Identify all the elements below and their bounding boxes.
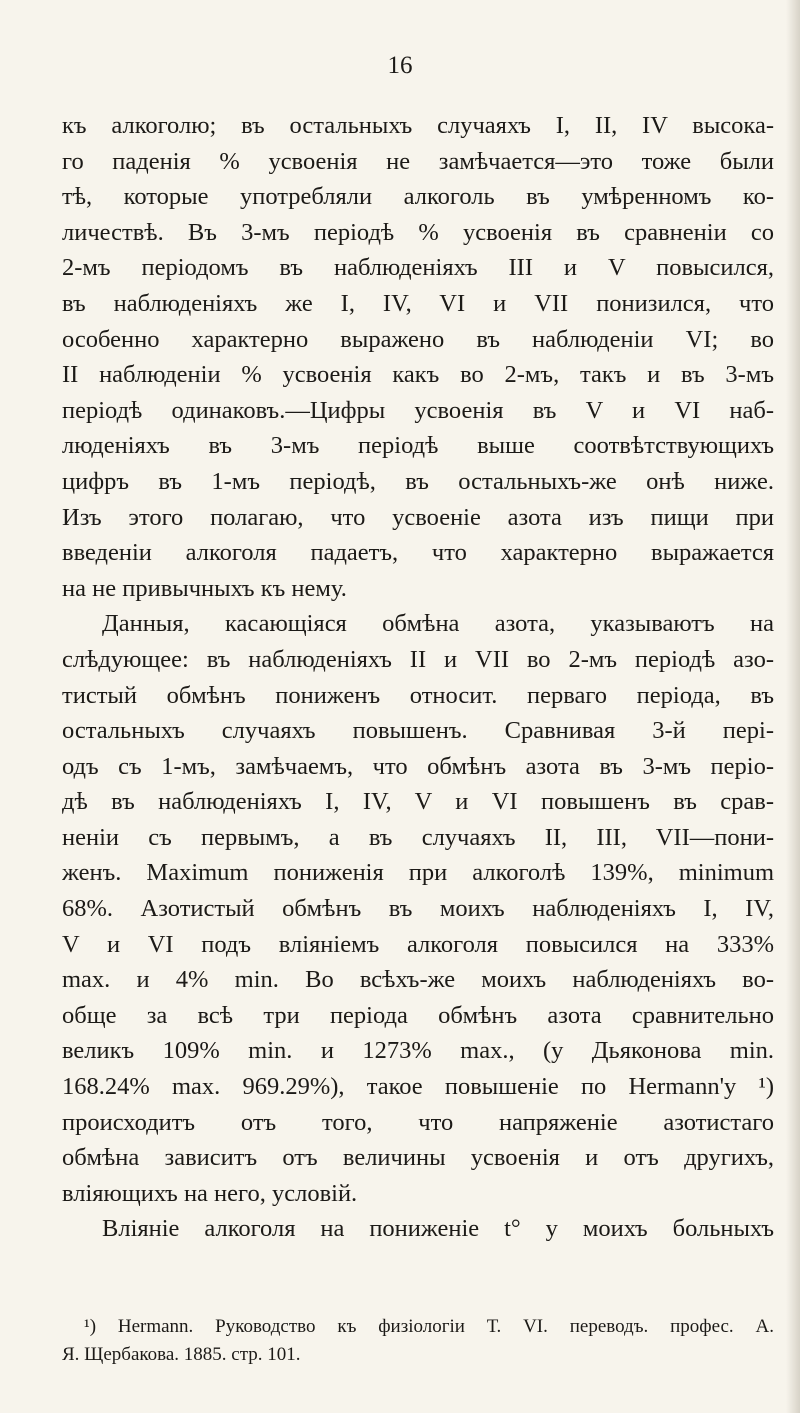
text-line: періодѣ одинаковъ.—Цифры усвоенія въ V и VI наб-: [62, 396, 774, 424]
text-line: люденіяхъ въ 3-мъ періодѣ выше соотвѣтствующихъ: [62, 432, 774, 460]
text-line: женъ. Maximum пониженія при алкоголѣ 139%, minimum: [62, 859, 774, 887]
text-line: введеніи алкоголя падаетъ, что характерно выражается: [62, 539, 774, 567]
text-line: 168.24% max. 969.29%), такое повышеніе по Hermann'у ¹): [62, 1073, 774, 1101]
text-line: 68%. Азотистый обмѣнъ въ моихъ наблюденіяхъ I, IV,: [62, 895, 774, 923]
text-line: тѣ, которые употребляли алкоголь въ умѣренномъ ко-: [62, 183, 774, 211]
text-line: неніи съ первымъ, а въ случаяхъ II, III, VII—пони-: [62, 823, 774, 851]
text-line: въ наблюденіяхъ же I, IV, VI и VII понизился, что: [62, 289, 774, 317]
text-line: обще за всѣ три періода обмѣнъ азота сравнительно: [62, 1001, 774, 1029]
text-line: одъ съ 1-мъ, замѣчаемъ, что обмѣнъ азота въ 3-мъ періо-: [62, 752, 774, 780]
text-line: особенно характерно выражено въ наблюденіи VI; во: [62, 325, 774, 353]
page-edge-shadow: [786, 0, 800, 1413]
text-line: къ алкоголю; въ остальныхъ случаяхъ I, II, IV высока-: [62, 112, 774, 139]
text-line: остальныхъ случаяхъ повышенъ. Сравнивая 3-й пері-: [62, 717, 774, 745]
page-number: 16: [387, 52, 413, 79]
text-line: слѣдующее: въ наблюденіяхъ II и VII во 2-мъ періодѣ азо-: [62, 645, 774, 673]
paragraph-start-line: Данныя, касающіяся обмѣна азота, указываютъ на: [102, 610, 774, 638]
text-line: II наблюденіи % усвоенія какъ во 2-мъ, такъ и въ 3-мъ: [62, 361, 774, 389]
text-line: цифръ въ 1-мъ періодѣ, въ остальныхъ-же онѣ ниже.: [62, 467, 774, 495]
body-text: [62, 108, 774, 1247]
paragraph-end-line: на не привычныхъ къ нему.: [62, 574, 347, 602]
text-line: го паденія % усвоенія не замѣчается—это тоже были: [62, 147, 774, 175]
footnote-line: ¹) Hermann. Руководство къ физіологіи Т. VI. переводъ. профес. А.: [84, 1316, 774, 1337]
paragraph-start-line: Вліяніе алкоголя на пониженіе t° у моихъ больныхъ: [102, 1215, 774, 1243]
text-line: дѣ въ наблюденіяхъ I, IV, V и VI повышенъ въ срав-: [62, 788, 774, 816]
text-line: происходитъ отъ того, что напряженіе азотистаго: [62, 1108, 774, 1136]
text-line: Изъ этого полагаю, что усвоеніе азота изъ пищи при: [62, 503, 774, 531]
text-line: тистый обмѣнъ пониженъ относит. перваго періода, въ: [62, 681, 774, 709]
text-line: личествѣ. Въ 3-мъ періодѣ % усвоенія въ сравненіи со: [62, 218, 774, 246]
footnote: [62, 1313, 774, 1369]
text-line: великъ 109% min. и 1273% max., (у Дьяконова min.: [62, 1037, 774, 1065]
paragraph-end-line: вліяющихъ на него, условій.: [62, 1179, 358, 1207]
text-line: обмѣна зависитъ отъ величины усвоенія и отъ другихъ,: [62, 1144, 774, 1172]
text-line: V и VI подъ вліяніемъ алкоголя повысился на 333%: [62, 930, 774, 958]
footnote-line: Я. Щербакова. 1885. стр. 101.: [62, 1344, 301, 1365]
text-line: max. и 4% min. Во всѣхъ-же моихъ наблюденіяхъ во-: [62, 966, 774, 994]
text-line: 2-мъ періодомъ въ наблюденіяхъ III и V повысился,: [62, 254, 774, 282]
